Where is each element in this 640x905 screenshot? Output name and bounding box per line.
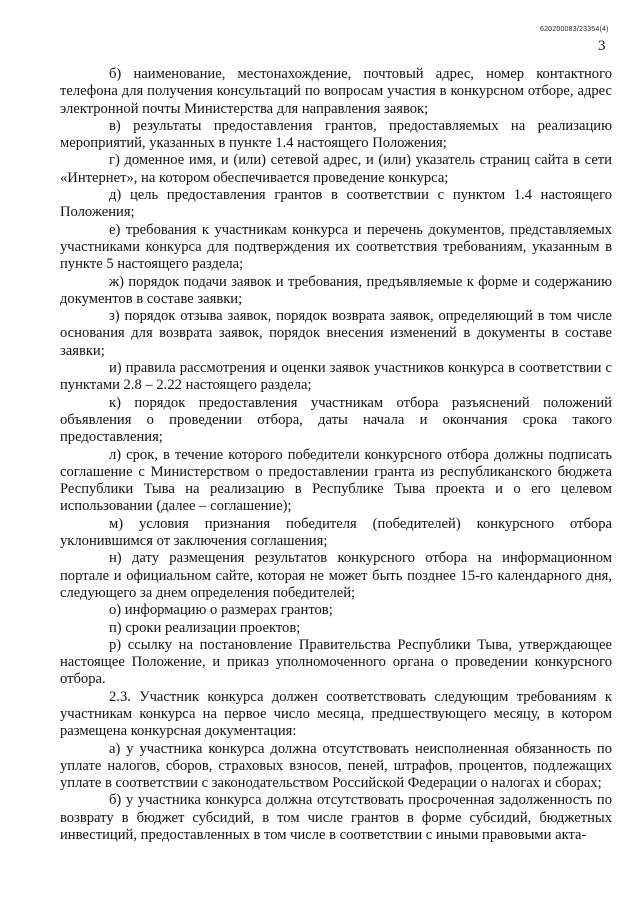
paragraph-p-project-terms: п) сроки реализации проектов; (109, 619, 301, 636)
paragraph-l-agreement-term: л) срок, в течение которого победители конкурсного отбора должны подписать соглашение с Министерством о предоставлении гранта из республиканского бюджета Республики Тыва на реализацию в Республике Тыва проекта и о его целевом использовании (далее – соглашение); (60, 446, 612, 515)
page-number: 3 (598, 38, 606, 54)
paragraph-i-evaluation: и) правила рассмотрения и оценки заявок участников конкурса в соответствии с пунктами 2.8 – 2.22 настоящего раздела; (60, 360, 612, 394)
paragraph-z-withdrawal: з) порядок отзыва заявок, порядок возврата заявок, определяющий в том числе основания для возврата заявок, порядок внесения изменений в документы в составе заявки; (60, 308, 612, 359)
paragraph-o-grant-sizes: о) информацию о размерах грантов; (109, 602, 333, 619)
paragraph-n-results-date: н) дату размещения результатов конкурсного отбора на информационном портале и официальном сайте, которая не может быть позднее 15-го календарного дня, следующего за днем определения победителей; (60, 550, 612, 601)
paragraph-v-results: в) результаты предоставления грантов, предоставляемых на реализацию мероприятий, указанных в пункте 1.4 настоящего Положения; (60, 117, 612, 152)
paragraph-k-clarifications: к) порядок предоставления участникам отбора разъяснений положений объявления о проведении отбора, даты начала и окончания срока такого предоставления; (60, 394, 612, 446)
paragraph-b-overdue-debt: б) у участника конкурса должна отсутствовать просроченная задолженность по возврату в бюджет субсидий, в том числе грантов в форме субсидий, бюджетных инвестиций, предоставленных в том числе в соответствии с иными правовыми акта- (60, 792, 612, 844)
paragraph-zh-submission: ж) порядок подачи заявок и требования, предъявляемые к форме и содержанию документов в составе заявки; (60, 273, 612, 307)
document-body (60, 66, 612, 844)
paragraph-a-tax-obligations: а) у участника конкурса должна отсутствовать неисполненная обязанность по уплате налогов, сборов, страховых взносов, пеней, штрафов, процентов, подлежащих уплате в соответствии с законодательством Российской Федерации о налогах и сборах; (60, 740, 612, 792)
section-2-3: 2.3. Участник конкурса должен соответствовать следующим требованиям к участникам конкурса на первое число месяца, предшествующего месяцу, в котором размещена конкурсная документация: (60, 688, 612, 740)
document-registration-code: 620200083/23354(4) (540, 26, 609, 33)
paragraph-d-purpose: д) цель предоставления грантов в соответствии с пунктом 1.4 настоящего Положения; (60, 187, 612, 221)
paragraph-r-resolution-link: р) ссылку на постановление Правительства Республики Тыва, утверждающее настоящее Положение, и приказ уполномоченного органа о проведении конкурсного отбора. (60, 636, 612, 688)
paragraph-m-evasion: м) условия признания победителя (победителей) конкурсного отбора уклонившимся от заключения соглашения; (60, 515, 612, 550)
paragraph-e-requirements: е) требования к участникам конкурса и перечень документов, представляемых участниками конкурса для подтверждения их соответствия требованиям, указанным в пункте 5 настоящего раздела; (60, 221, 612, 273)
paragraph-g-domain: г) доменное имя, и (или) сетевой адрес, и (или) указатель страниц сайта в сети «Интернет», на котором обеспечивается проведение конкурса; (60, 152, 612, 186)
paragraph-b-contacts: б) наименование, местонахождение, почтовый адрес, номер контактного телефона для получения консультаций по вопросам участия в конкурсном отборе, адрес электронной почты Министерства для направления заявок; (60, 66, 612, 117)
